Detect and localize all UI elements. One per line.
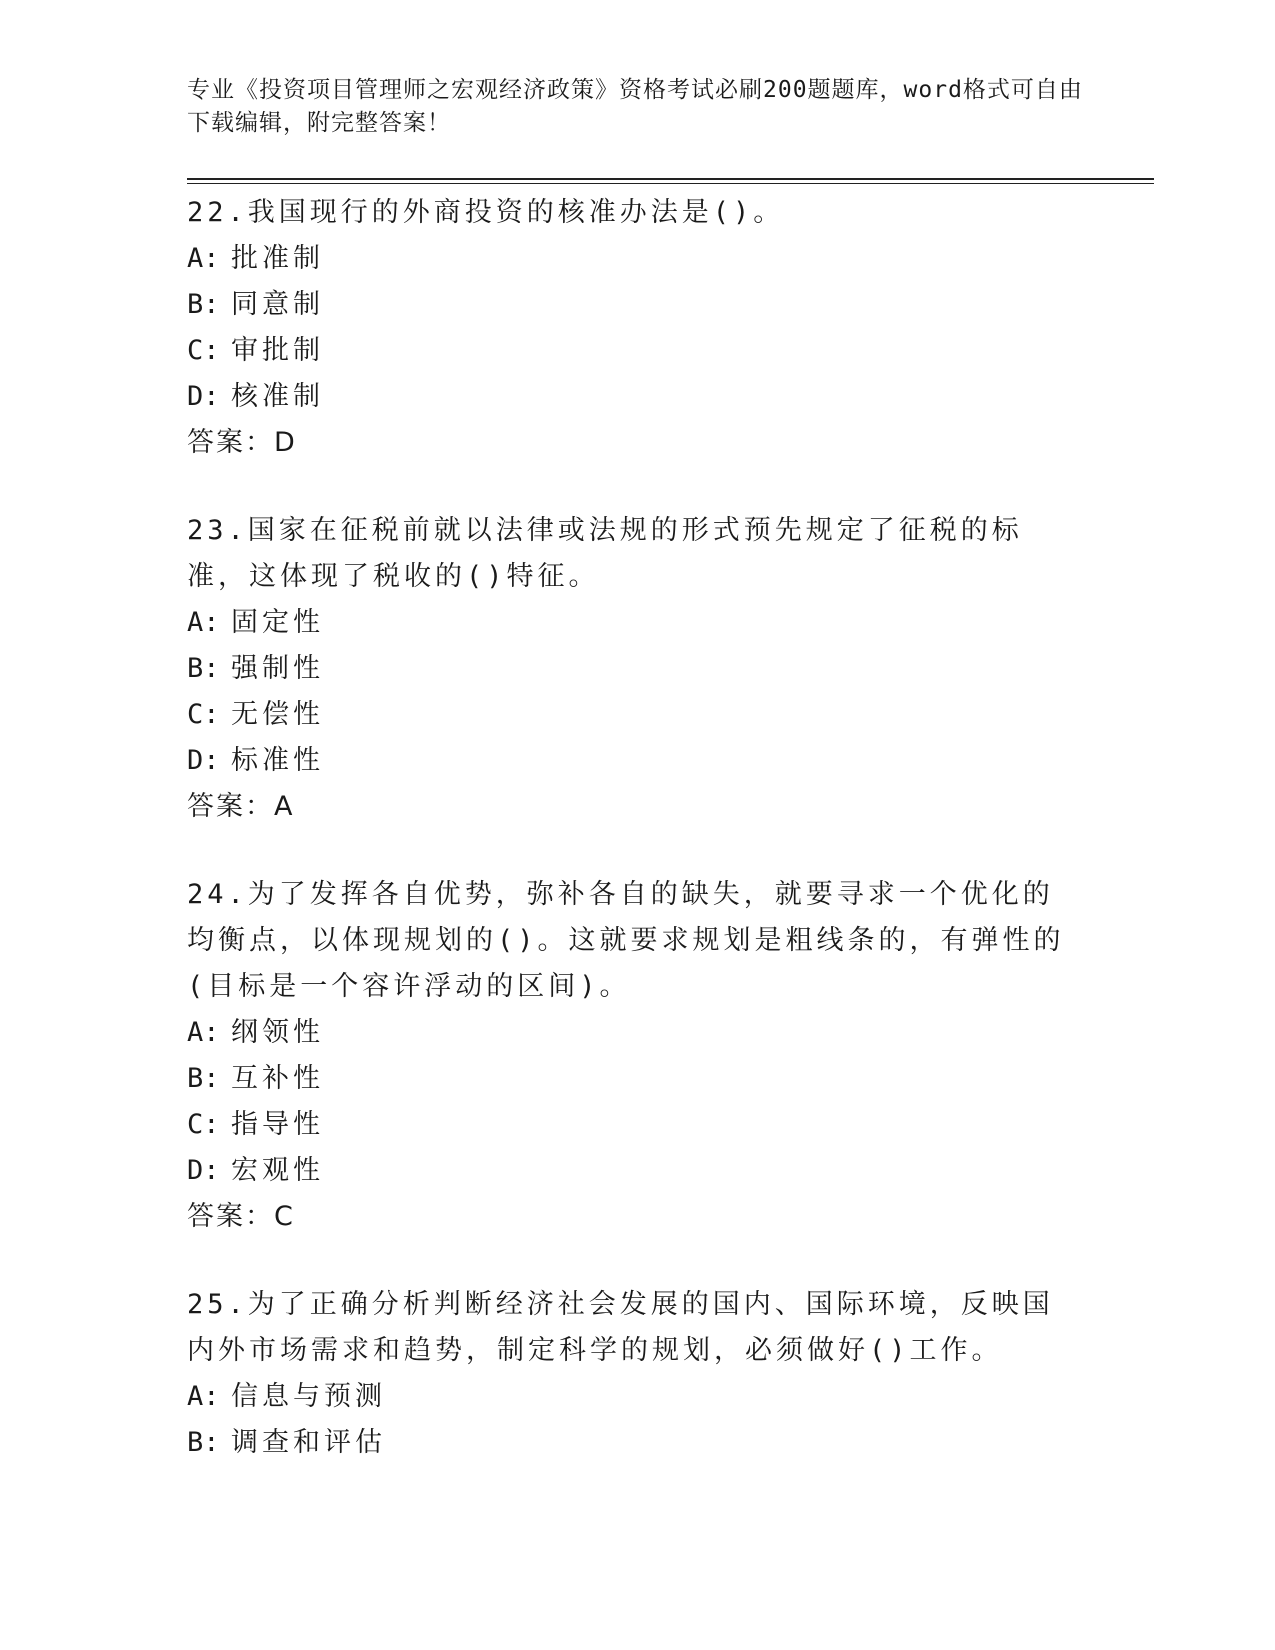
- option-a: [187, 236, 1077, 282]
- option-text: 信息与预测: [231, 1381, 386, 1412]
- option-text: 固定性: [231, 607, 324, 638]
- option-letter: B:: [187, 653, 220, 684]
- option-letter: A:: [187, 1017, 220, 1048]
- option-letter: A:: [187, 607, 220, 638]
- option-d: [187, 738, 1077, 784]
- option-a: [187, 1374, 1077, 1420]
- option-text: 无偿性: [231, 699, 324, 730]
- option-text: 审批制: [231, 335, 324, 366]
- header-divider-thick: [187, 178, 1154, 180]
- document-header: 专业《投资项目管理师之宏观经济政策》资格考试必刷200题题库，word格式可自由下载编辑，附完整答案！: [187, 77, 1083, 136]
- question-23: [187, 508, 1077, 830]
- option-letter: C:: [187, 335, 220, 366]
- option-text: 纲领性: [231, 1017, 324, 1048]
- option-b: [187, 282, 1077, 328]
- question-24: [187, 872, 1077, 1240]
- answer-line: 答案：D: [187, 427, 297, 458]
- option-text: 批准制: [231, 243, 324, 274]
- option-text: 调查和评估: [231, 1427, 386, 1458]
- option-letter: A:: [187, 243, 220, 274]
- header-divider-thin: [187, 183, 1154, 184]
- option-c: [187, 692, 1077, 738]
- option-b: [187, 1420, 1077, 1466]
- question-25: [187, 1282, 1077, 1466]
- option-c: [187, 1102, 1077, 1148]
- option-text: 宏观性: [231, 1155, 324, 1186]
- option-c: [187, 328, 1077, 374]
- option-letter: B:: [187, 289, 220, 320]
- option-a: [187, 600, 1077, 646]
- option-a: [187, 1010, 1077, 1056]
- option-letter: D:: [187, 1155, 220, 1186]
- option-text: 同意制: [231, 289, 324, 320]
- option-letter: D:: [187, 745, 220, 776]
- option-text: 互补性: [231, 1063, 324, 1094]
- option-letter: D:: [187, 381, 220, 412]
- question-stem: 25.为了正确分析判断经济社会发展的国内、国际环境，反映国内外市场需求和趋势，制定科学的规划，必须做好()工作。: [187, 1289, 1054, 1366]
- option-letter: B:: [187, 1427, 220, 1458]
- question-stem: 22.我国现行的外商投资的核准办法是()。: [187, 197, 785, 228]
- option-d: [187, 1148, 1077, 1194]
- option-text: 指导性: [231, 1109, 324, 1140]
- answer-line: 答案：C: [187, 1201, 295, 1232]
- question-list: [187, 190, 1077, 1508]
- option-letter: C:: [187, 699, 220, 730]
- question-stem: 23.国家在征税前就以法律或法规的形式预先规定了征税的标准，这体现了税收的()特征。: [187, 515, 1023, 592]
- question-22: [187, 190, 1077, 466]
- option-text: 标准性: [231, 745, 324, 776]
- option-b: [187, 646, 1077, 692]
- option-letter: B:: [187, 1063, 220, 1094]
- option-d: [187, 374, 1077, 420]
- answer-line: 答案：A: [187, 791, 295, 822]
- option-letter: C:: [187, 1109, 220, 1140]
- option-text: 核准制: [231, 381, 324, 412]
- option-text: 强制性: [231, 653, 324, 684]
- option-letter: A:: [187, 1381, 220, 1412]
- option-b: [187, 1056, 1077, 1102]
- question-stem: 24.为了发挥各自优势，弥补各自的缺失，就要寻求一个优化的均衡点，以体现规划的()。这就要求规划是粗线条的，有弹性的(目标是一个容许浮动的区间)。: [187, 879, 1065, 1002]
